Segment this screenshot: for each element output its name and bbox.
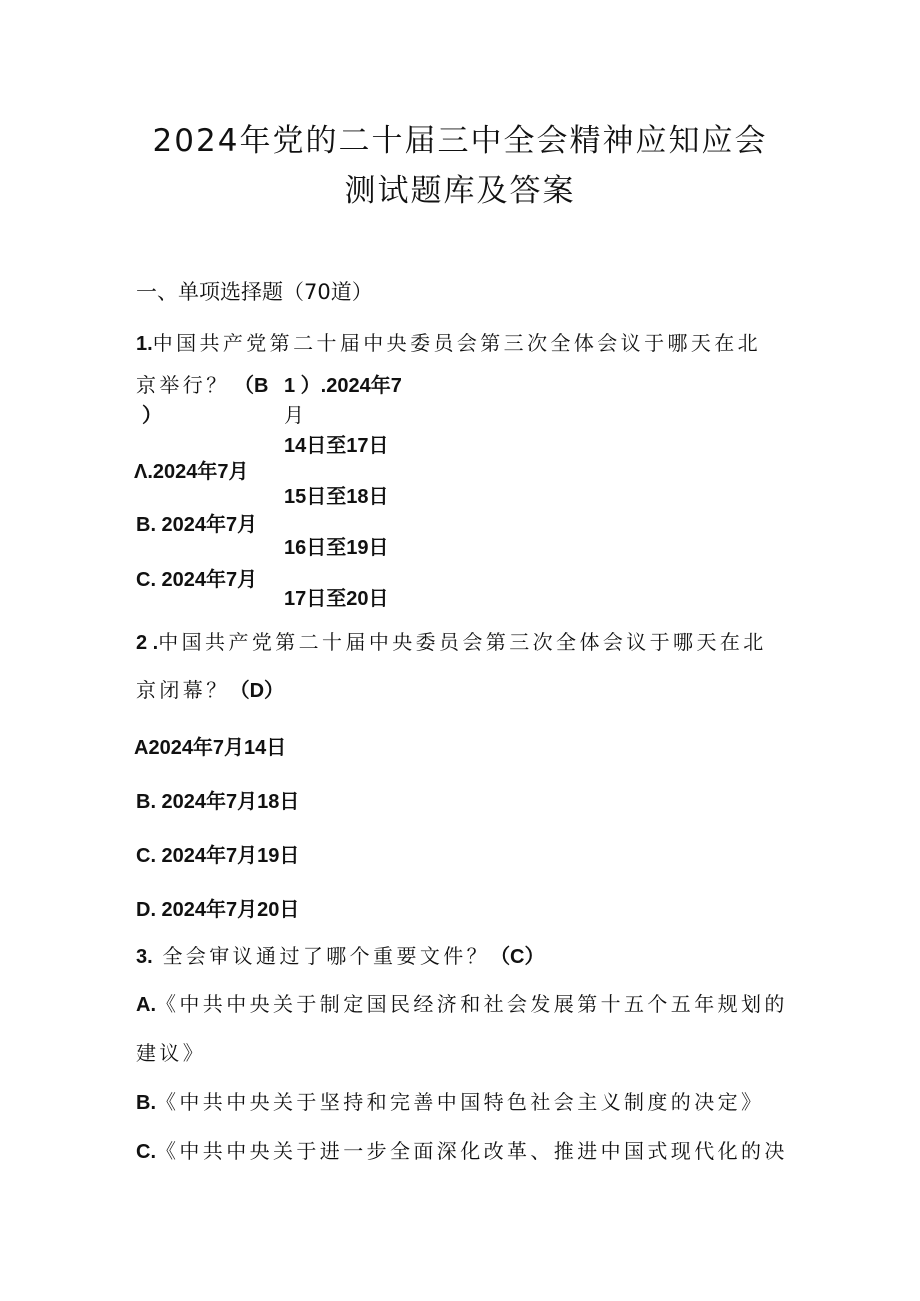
question-2-option-c: C. 2024年7月19日 <box>136 845 300 867</box>
question-3-option-a-text: 《中共中央关于制定国民经济和社会发展第十五个五年规划的 <box>156 992 788 1016</box>
question-1-date-3: 16日至19日 <box>284 537 389 559</box>
question-2-line1 <box>136 626 767 655</box>
question-3-option-a-line2: 建议》 <box>136 1041 207 1065</box>
question-1-option-1: 1 ）.2024年7 <box>284 375 402 397</box>
question-3-answer: （C） <box>490 946 545 968</box>
question-1-answer-close: ） <box>142 405 162 427</box>
document-title-line2: 测试题库及答案 <box>344 173 576 209</box>
question-1-answer: （B <box>234 375 269 397</box>
question-3-option-b-text: 《中共中央关于坚持和完善中国特色社会主义制度的决定》 <box>156 1090 765 1114</box>
question-1-date-4: 17日至20日 <box>284 588 389 610</box>
question-1-date-2: 15日至18日 <box>284 486 389 508</box>
question-1-option-c: C. 2024年7月 <box>136 569 258 591</box>
document-title-line1: 2024年党的二十届三中全会精神应知应会 <box>152 123 768 159</box>
question-3-option-b <box>136 1086 764 1115</box>
question-1-option-b: B. 2024年7月 <box>136 514 258 536</box>
question-2-option-d: D. 2024年7月20日 <box>136 899 300 921</box>
question-3-line1 <box>136 940 545 969</box>
question-2-answer: （D） <box>229 680 285 702</box>
question-2-option-a: A2024年7月14日 <box>134 737 287 759</box>
question-3-number: 3. <box>136 946 153 968</box>
question-1-option-a: Λ.2024年7月 <box>134 461 249 483</box>
question-3-option-b-label: B. <box>136 1092 156 1114</box>
question-3-option-c <box>136 1135 788 1164</box>
question-1-number: 1. <box>136 333 153 355</box>
question-1-option-1-month: 月 <box>284 403 304 427</box>
question-2-text-line2: 京闭幕？ <box>136 678 230 702</box>
question-1-line1 <box>136 327 761 356</box>
section-heading: 一、单项选择题（70道） <box>136 280 373 304</box>
question-1-text-line1: 中国共产党第二十届中央委员会第三次全体会议于哪天在北 <box>152 331 762 355</box>
question-2-text-line1: 中国共产党第二十届中央委员会第三次全体会议于哪天在北 <box>158 630 767 654</box>
question-2-number: 2 . <box>136 632 159 654</box>
question-3-option-c-label: C. <box>136 1141 156 1163</box>
question-3-option-a-label: A. <box>136 994 156 1016</box>
question-2-line2 <box>136 674 284 703</box>
question-3-option-a-line1 <box>136 988 788 1017</box>
question-2-option-b: B. 2024年7月18日 <box>136 791 300 813</box>
question-1-date-1: 14日至17日 <box>284 435 389 457</box>
question-3-option-c-text: 《中共中央关于进一步全面深化改革、推进中国式现代化的决 <box>156 1139 788 1163</box>
question-1-text-line2: 京举行？ <box>136 373 230 397</box>
question-3-text: 全会审议通过了哪个重要文件？ <box>162 944 491 968</box>
